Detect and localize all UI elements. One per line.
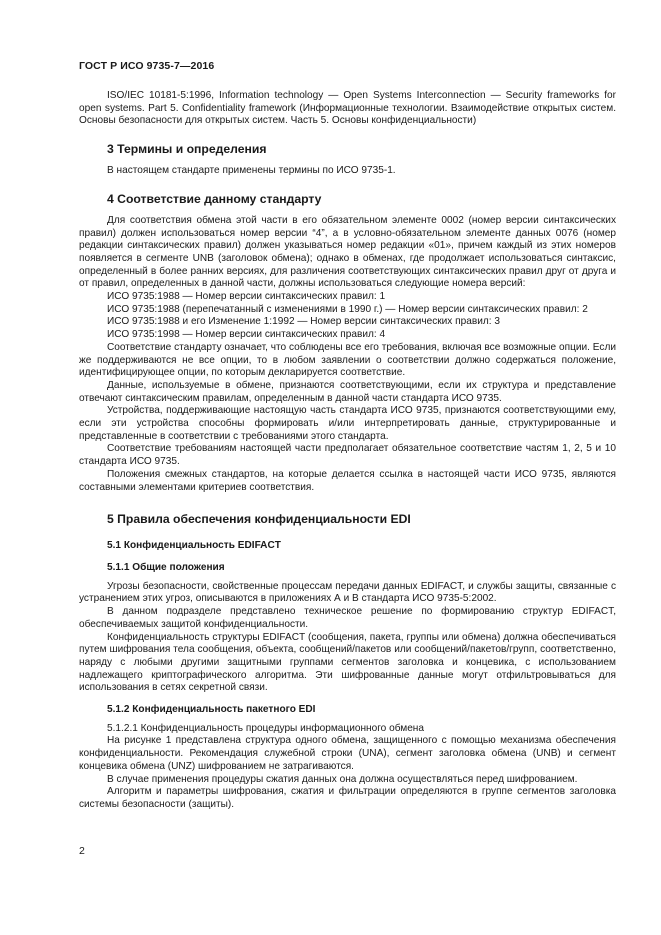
section-4-paragraph: Соответствие стандарту означает, что соблюдены все его требования, включая все возможные опции. Если же поддерживаются не все опции, то в любом заявлении о соответствии должно содержаться положение, идентифицирующее опции, по которым декларируется соответствие. bbox=[79, 341, 616, 379]
subsection-5-1-1-title: 5.1.1 Общие положения bbox=[107, 561, 225, 573]
subsection-5-1-2-title: 5.1.2 Конфиденциальность пакетного EDI bbox=[107, 704, 316, 716]
section-4-paragraph: Для соответствия обмена этой части в его обязательном элементе 0002 (номер версии синтаксических правил) должен использоваться номер версии “4”, а в условно-обязательном элементе данных 0076 (номер редакции синтаксических правил) должен указываться номер редакции «01», причем каждый из этих номеров появляется в сегменте UNB (заголовок обмена); однако в обменах, где продолжает использоваться синтаксис, определенный в более ранних версиях, для различения соответствующих синтаксических правил друг от друга и от правил, определенных в данной части, должны использоваться следующие номера версий: bbox=[79, 214, 616, 290]
clause-5-1-2-1-title: 5.1.2.1 Конфиденциальность процедуры информационного обмена bbox=[107, 722, 424, 734]
version-list-item: ИСО 9735:1988 (перепечатанный с изменениями в 1990 г.) — Номер версии синтаксических правил: 2 bbox=[107, 303, 588, 315]
section-5-1-2-paragraph: Алгоритм и параметры шифрования, сжатия и фильтрации определяются в группе сегментов заголовка системы безопасности (защиты). bbox=[79, 786, 616, 810]
page-number: 2 bbox=[79, 845, 85, 857]
section-4-title: 4 Соответствие данному стандарту bbox=[107, 191, 322, 206]
section-5-1-1-paragraph: Конфиденциальность структуры EDIFACT (сообщения, пакета, группы или обмена) должна обеспечиваться путем шифрования тела сообщения, объекта, сообщений/пакетов или сообщений/пакетов/групп, соответственно, наряду с любыми другими защитными группами сегментов заголовка и концевика, с использованием надлежащего криптографического алгоритма. Эти шифрованные данные могут отфильтровываться для использования в сетях секретной связи. bbox=[79, 631, 616, 694]
section-5-1-1-paragraph: Угрозы безопасности, свойственные процессам передачи данных EDIFACT, и службы защиты, связанные с устранением этих угроз, описываются в приложениях А и В стандарта ИСО 9735-5:2002. bbox=[79, 580, 616, 605]
section-3-paragraph: В настоящем стандарте применены термины по ИСО 9735-1. bbox=[107, 165, 396, 177]
section-5-1-2-paragraph: В случае применения процедуры сжатия данных она должна осуществляться перед шифрованием. bbox=[107, 773, 578, 785]
document-body bbox=[79, 90, 616, 812]
version-list-item: ИСО 9735:1988 и его Изменение 1:1992 — Номер версии синтаксических правил: 3 bbox=[107, 316, 500, 328]
section-5-1-2-paragraph: На рисунке 1 представлена структура одного обмена, защищенного с помощью механизма обеспечения конфиденциальности. Рекомендация служебной строки (UNA), сегмент заголовка обмена (UNB) и сегмент концевика обмена (UNZ) шифрованием не затрагиваются. bbox=[79, 735, 616, 772]
intro-paragraph: ISO/IEC 10181-5:1996, Information technology — Open Systems Interconnection — Security frameworks for open systems. Part 5. Confidentiality framework (Информационные технологии. Взаимодействие открытых систем. Основы безопасности для открытых систем. Часть 5. Основы конфиденциальности) bbox=[79, 90, 616, 127]
section-4-paragraph: Положения смежных стандартов, на которые делается ссылка в настоящей части ИСО 9735, являются составными элементами критериев соответствия. bbox=[79, 468, 616, 493]
section-4-paragraph: Данные, используемые в обмене, признаются соответствующими, если их структура и представление отвечают синтаксическим правилам, определенным в данной части стандарта ИСО 9735. bbox=[79, 379, 616, 404]
section-4-paragraph: Соответствие требованиям настоящей части предполагает обязательное соответствие частям 1, 2, 5 и 10 стандарта ИСО 9735. bbox=[79, 443, 616, 468]
version-list-item: ИСО 9735:1988 — Номер версии синтаксических правил: 1 bbox=[107, 291, 386, 303]
section-4-paragraph: Устройства, поддерживающие настоящую часть стандарта ИСО 9735, признаются соответствующими ему, если эти устройства способны формировать и/или интерпретировать данные, структурированные и представленные в соответствии с требованиями этого стандарта. bbox=[79, 405, 616, 442]
document-header: ГОСТ Р ИСО 9735-7—2016 bbox=[79, 60, 215, 72]
section-5-1-1-paragraph: В данном подразделе представлено техническое решение по формированию структур EDIFACT, обеспечиваемых защитой конфиденциальности. bbox=[79, 606, 616, 630]
section-3-title: 3 Термины и определения bbox=[107, 142, 267, 157]
section-5-title: 5 Правила обеспечения конфиденциальности EDI bbox=[107, 512, 411, 527]
version-list-item: ИСО 9735:1998 — Номер версии синтаксических правил: 4 bbox=[107, 329, 386, 341]
subsection-5-1-title: 5.1 Конфиденциальность EDIFACT bbox=[107, 540, 281, 552]
